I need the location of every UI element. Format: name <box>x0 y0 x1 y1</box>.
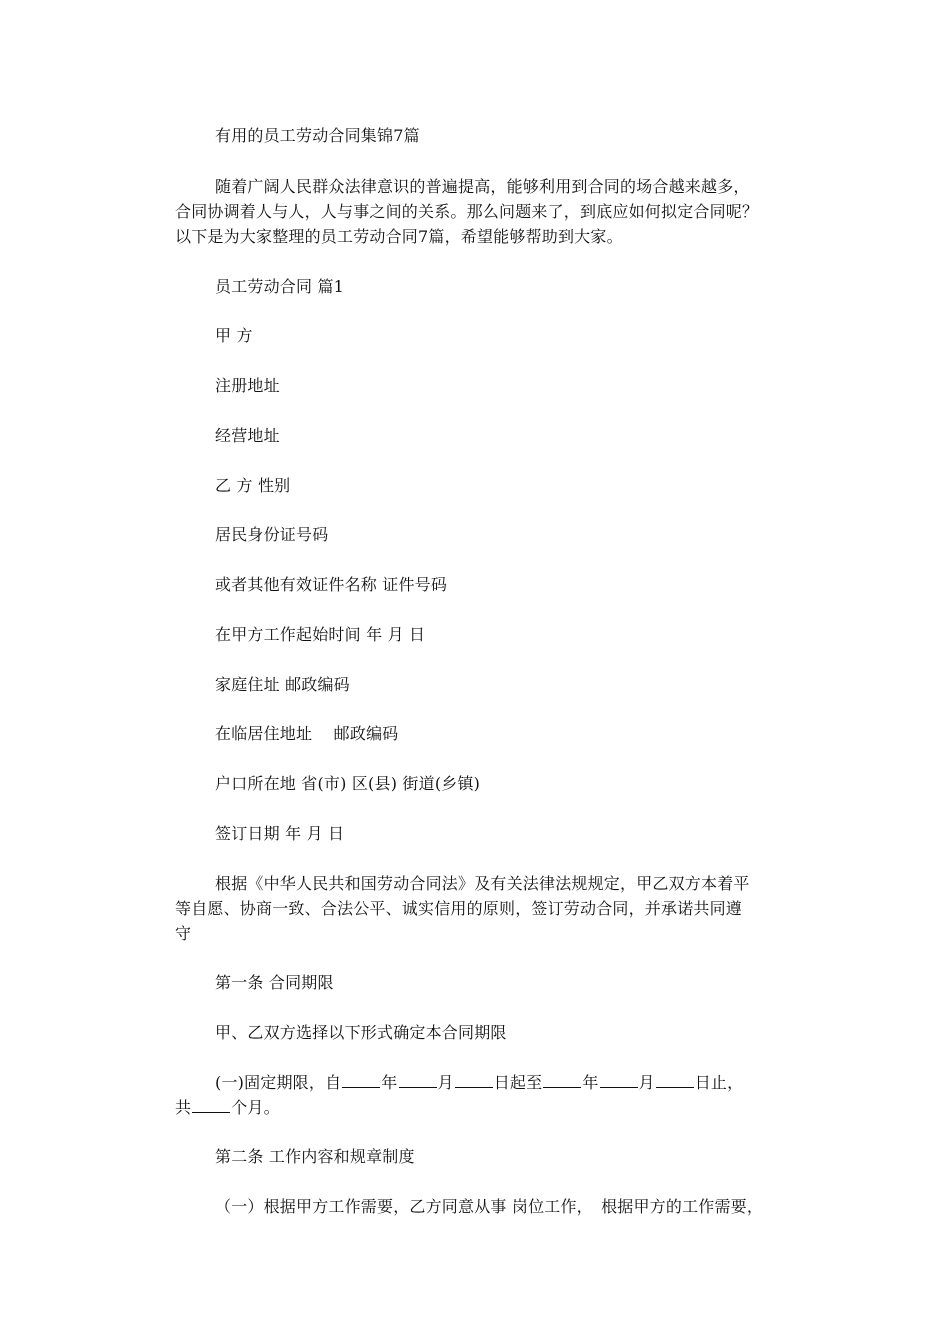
field-party-a: 甲 方 <box>215 326 253 345</box>
field-registered-address: 注册地址 <box>215 376 280 395</box>
blank-day-start[interactable] <box>455 1073 493 1088</box>
blank-day-end[interactable] <box>656 1073 694 1088</box>
fixed-term-month-1: 月 <box>437 1073 454 1092</box>
preamble-line-2: 等自愿、协商一致、合法公平、诚实信用的原则，签订劳动合同，并承诺共同遵 <box>175 899 743 918</box>
fixed-term-year-1: 年 <box>381 1073 398 1092</box>
fixed-term-month-2: 月 <box>638 1073 655 1092</box>
fixed-term-total-suffix: 个月。 <box>231 1098 280 1117</box>
blank-year-end[interactable] <box>543 1073 581 1088</box>
blank-month-start[interactable] <box>399 1073 437 1088</box>
fixed-term-total-prefix: 共 <box>175 1098 192 1117</box>
field-start-date: 在甲方工作起始时间 年 月 日 <box>215 625 426 644</box>
article-1-line: 甲、乙双方选择以下形式确定本合同期限 <box>215 1023 507 1042</box>
field-temporary-address: 在临居住地址 邮政编码 <box>215 724 399 743</box>
article-2-line: （一）根据甲方工作需要，乙方同意从事 岗位工作， 根据甲方的工作需要， <box>215 1197 764 1216</box>
field-household-registration: 户口所在地 省(市) 区(县) 街道(乡镇) <box>215 774 481 793</box>
fixed-term-total-line <box>175 1097 280 1119</box>
intro-line-2: 合同协调着人与人，人与事之间的关系。那么问题来了，到底应如何拟定合同呢？ <box>175 202 759 221</box>
fixed-term-day-to: 日止， <box>694 1073 744 1092</box>
field-signing-date: 签订日期 年 月 日 <box>215 824 345 843</box>
document-title: 有用的员工劳动合同集锦7篇 <box>215 126 420 145</box>
fixed-term-year-2: 年 <box>582 1073 599 1092</box>
intro-line-3: 以下是为大家整理的员工劳动合同7篇，希望能够帮助到大家。 <box>175 227 623 246</box>
blank-month-end[interactable] <box>600 1073 638 1088</box>
preamble-line-1: 根据《中华人民共和国劳动合同法》及有关法律法规规定，甲乙双方本着平 <box>215 874 750 893</box>
field-party-b-gender: 乙 方 性别 <box>215 476 291 495</box>
fixed-term-prefix: (一)固定期限，自 <box>215 1073 342 1092</box>
blank-year-start[interactable] <box>342 1073 380 1088</box>
section-heading: 员工劳动合同 篇1 <box>215 277 345 296</box>
fixed-term-day-from: 日起至 <box>493 1073 543 1092</box>
field-business-address: 经营地址 <box>215 426 280 445</box>
intro-line-1: 随着广阔人民群众法律意识的普遍提高，能够利用到合同的场合越来越多， <box>215 177 750 196</box>
preamble-line-3: 守 <box>175 924 192 943</box>
field-other-certificate: 或者其他有效证件名称 证件号码 <box>215 575 448 594</box>
fixed-term-line <box>215 1072 743 1094</box>
field-home-address: 家庭住址 邮政编码 <box>215 675 350 694</box>
article-2-title: 第二条 工作内容和规章制度 <box>215 1147 415 1166</box>
blank-total-months[interactable] <box>192 1098 230 1113</box>
field-id-number: 居民身份证号码 <box>215 525 329 544</box>
article-1-title: 第一条 合同期限 <box>215 973 334 992</box>
